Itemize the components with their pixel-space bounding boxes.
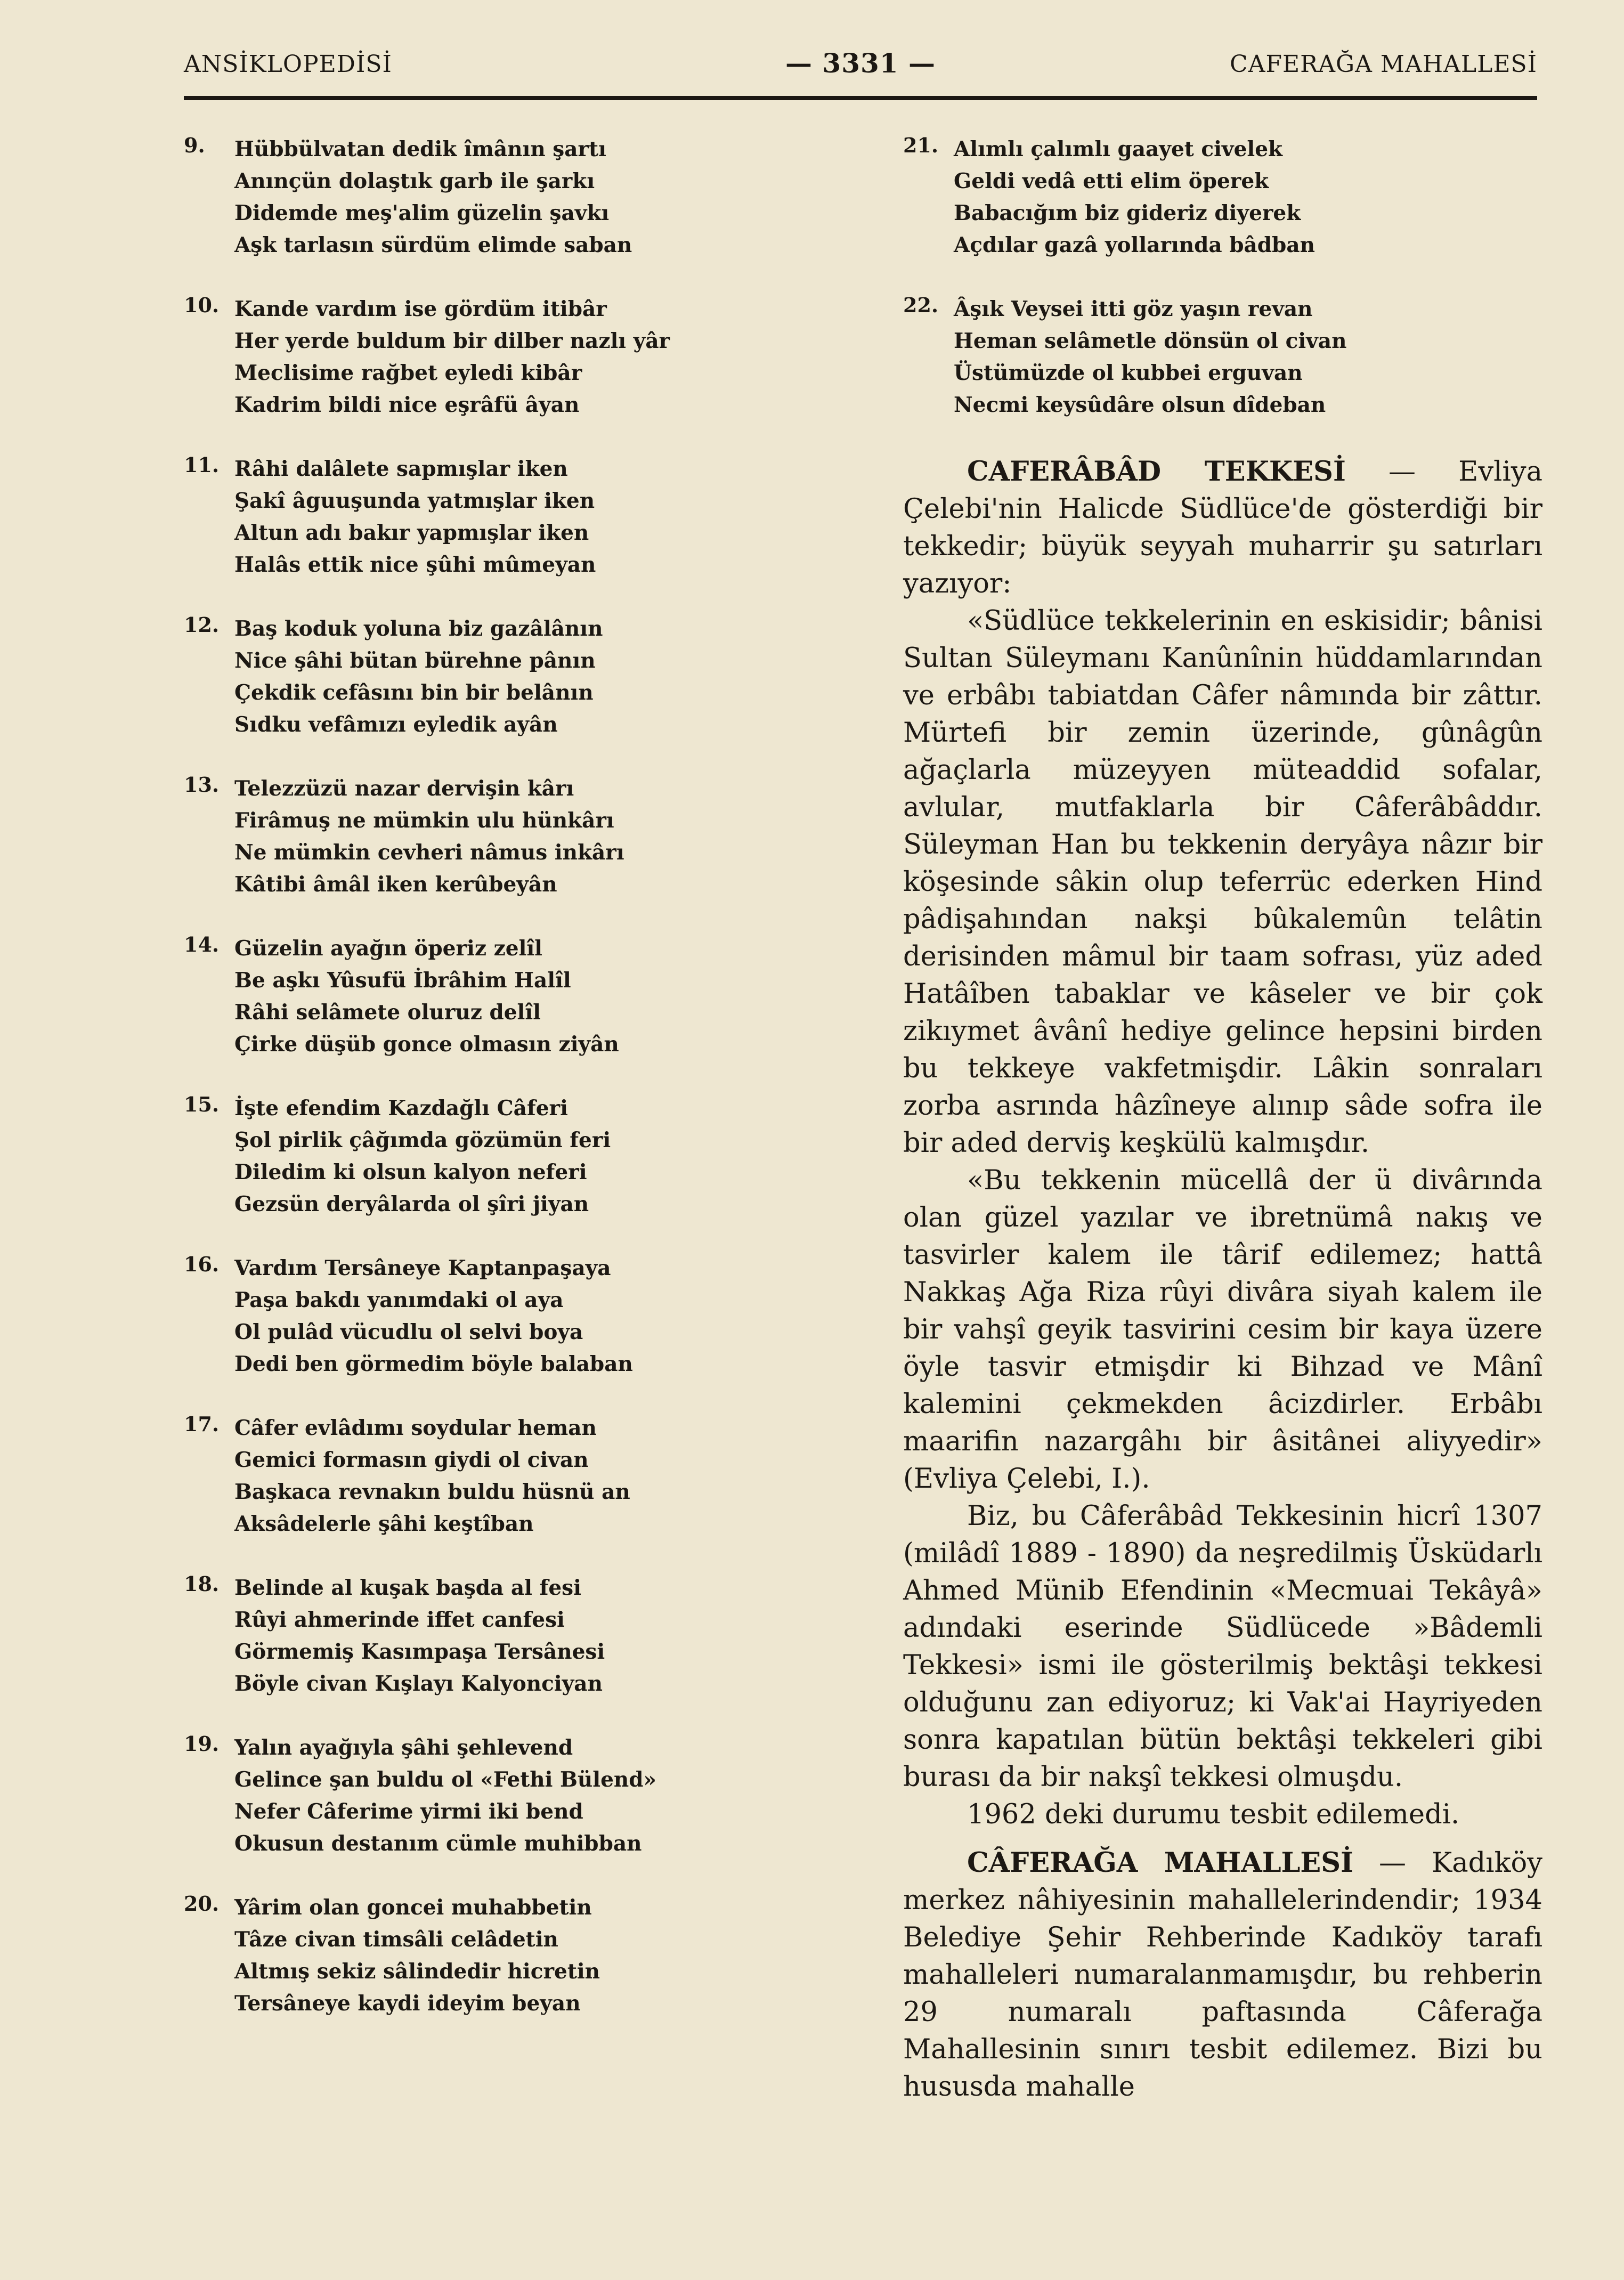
verse-line: Rûyi ahmerinde iffet canfesi — [234, 1608, 565, 1632]
paragraph-text: «Bu tekkenin mücellâ der ü divârında olan güzel yazılar ve ibretnümâ nakış ve tasvirler kalem ile târif edilemez; hattâ Nakkaş Ağa Riza rûyi divâra siyah kalem ile bir vahşî geyik tasvirini cesim bir kaya üzere öyle tasvir etmişdir ki Bihzad ve Mânî kalemini çekmekden âcizdirler. Erbâbı maarifin nazargâhı bir âsitânei aliyyedir» (Evliya Çelebi, I.). — [903, 1165, 1542, 1495]
verse-line: Necmi keysûdâre olsun dîdeban — [954, 393, 1326, 417]
verse-line: Paşa bakdı yanımdaki ol aya — [234, 1288, 564, 1312]
stanza-lines — [234, 1252, 797, 1380]
verse-line: Açdılar gazâ yollarında bâdban — [954, 233, 1315, 257]
stanza — [184, 932, 797, 1060]
header-rule — [184, 96, 1537, 100]
stanza-number: 16. — [184, 1252, 220, 1276]
stanza-number: 13. — [184, 773, 220, 797]
page-number: — 3331 — — [785, 47, 936, 79]
verse-line: Gezsün deryâlarda ol şîri jiyan — [234, 1192, 589, 1216]
paragraph-text: Biz, bu Câferâbâd Tekkesinin hicrî 1307 (milâdî 1889 - 1890) da neşredilmiş Üsküdarlı Ahmed Münib Efendinin «Mecmuai Tekâyâ» adındaki eserinde Südlücede »Bâdemli Tekkesi» ismi ile gösterilmiş bektâşi tekkesi olduğunu zan ediyoruz; ki Vak'ai Hayriyeden sonra kapatılan bütün bektâşi tekkeleri gibi burası da bir nakşî tekkesi olmuşdu. — [903, 1500, 1542, 1793]
verse-line: Başkaca revnakın buldu hüsnü an — [234, 1480, 630, 1504]
prose-paragraph — [903, 1162, 1542, 1498]
stanza-lines — [234, 1572, 797, 1700]
verse-line: Şakî âguuşunda yatmışlar iken — [234, 489, 595, 513]
stanza-lines — [234, 293, 797, 421]
paragraph-text: «Südlüce tekkelerinin en eskisidir; bânisi Sultan Süleymanı Kanûnînin hüddamlarından ve erbâbı tabiatdan Câfer nâmında bir zâttır. Mürtefi bir zemin üzerinde, gûnâgûn ağaçlarla müzeyyen müteaddid sofalar, avlular, mutfaklarla bir Câferâbâddır. Süleyman Han bu tekkenin deryâya nâzır bir köşesinde sâkin olup teferrüc ederken Hind pâdişahından nakşi bûkalemûn telâtin derisinden mâmul bir taam sofrası, yüz aded Hatâîben tabaklar ve kâseler ve bir çok zikıymet âvânî hediye gelince hepsini birden bu tekkeye vakfetmişdir. Lâkin sonraları zorba asrında hâzîneye alınıp sâde sofra ile bir aded derviş keşkülü kalmışdır. — [903, 605, 1542, 1159]
verse-line: Halâs ettik nice şûhi mûmeyan — [234, 553, 596, 577]
verse-line: Meclisime rağbet eyledi kibâr — [234, 361, 582, 385]
verse-line: Kadrim bildi nice eşrâfü âyan — [234, 393, 580, 417]
stanza-number: 21. — [903, 133, 939, 157]
stanza-lines — [234, 1092, 797, 1220]
verse-line: Okusun destanım cümle muhibban — [234, 1831, 642, 1856]
stanza — [184, 1412, 797, 1540]
verse-line: Babacığım biz gideriz diyerek — [954, 201, 1301, 225]
stanza-lines — [234, 773, 797, 900]
stanza — [903, 293, 1542, 421]
verse-line: Âşık Veysei itti göz yaşın revan — [954, 297, 1313, 321]
paragraph-text: — Evliya Çelebi'nin Halicde Südlüce'de gösterdiği bir tekkedir; büyük seyyah muharrir şu satırları yazıyor: — [903, 456, 1542, 599]
verse-line: Belinde al kuşak başda al fesi — [234, 1576, 581, 1600]
stanza — [184, 453, 797, 581]
paragraph-text: 1962 deki durumu tesbit edilemedi. — [967, 1799, 1460, 1830]
prose-paragraph — [903, 1844, 1542, 2106]
verse-line: Firâmuş ne mümkin ulu hünkârı — [234, 808, 614, 833]
verse-line: İşte efendim Kazdağlı Câferi — [234, 1096, 568, 1121]
prose-paragraph — [903, 453, 1542, 603]
prose-paragraph — [903, 603, 1542, 1162]
verse-line: Çekdik cefâsını bin bir belânın — [234, 680, 594, 705]
stanza — [184, 773, 797, 900]
verse-line: Çirke düşüb gonce olmasın ziyân — [234, 1032, 619, 1057]
verse-line: Câfer evlâdımı soydular heman — [234, 1416, 597, 1440]
stanza — [184, 1732, 797, 1860]
stanza-lines — [234, 1732, 797, 1860]
verse-line: Anınçün dolaştık garb ile şarkı — [234, 169, 595, 193]
verse-line: Her yerde buldum bir dilber nazlı yâr — [234, 329, 670, 353]
stanza-lines — [954, 133, 1542, 261]
stanza — [184, 1252, 797, 1380]
stanza-lines — [954, 293, 1542, 421]
entry-heading: CAFERÂBÂD TEKKESİ — [967, 456, 1346, 488]
stanza-number: 18. — [184, 1572, 220, 1596]
verse-line: Baş koduk yoluna biz gazâlânın — [234, 616, 603, 641]
verse-line: Tersâneye kaydi ideyim beyan — [234, 1991, 581, 2016]
verse-line: Kande vardım ise gördüm itibâr — [234, 297, 607, 321]
right-column — [903, 133, 1542, 2137]
stanza-number: 20. — [184, 1892, 220, 1916]
stanza — [184, 1892, 797, 2019]
verse-line: Nice şâhi bütan bürehne pânın — [234, 648, 596, 673]
verse-line: Ol pulâd vücudlu ol selvi boya — [234, 1320, 583, 1344]
verse-line: Alımlı çalımlı gaayet civelek — [954, 137, 1283, 161]
verse-line: Geldi vedâ etti elim öperek — [954, 169, 1269, 193]
verse-line: Böyle civan Kışlayı Kalyonciyan — [234, 1672, 603, 1696]
stanza-number: 12. — [184, 613, 220, 637]
verse-line: Üstümüzde ol kubbei erguvan — [954, 361, 1303, 385]
verse-line: Yârim olan goncei muhabbetin — [234, 1895, 592, 1920]
entry-heading: CÂFERAĞA MAHALLESİ — [967, 1847, 1353, 1879]
left-column — [184, 133, 797, 2137]
stanza-number: 15. — [184, 1092, 220, 1116]
verse-line: Râhi selâmete oluruz delîl — [234, 1000, 541, 1025]
verse-line: Nefer Câferime yirmi iki bend — [234, 1799, 583, 1824]
verse-line: Güzelin ayağın öperiz zelîl — [234, 936, 542, 961]
paragraph-text: — Kadıköy merkez nâhiyesinin mahallelerindendir; 1934 Belediye Şehir Rehberinde Kadıköy tarafı mahalleleri numaralanmamışdır, bu rehberin 29 numaralı paftasında Câferağa Mahallesinin sınırı tesbit edilemez. Bizi bu hususda mahalle — [903, 1847, 1542, 2103]
verse-line: Telezzüzü nazar dervişin kârı — [234, 776, 574, 801]
verse-line: Görmemiş Kasımpaşa Tersânesi — [234, 1640, 605, 1664]
stanza-number: 11. — [184, 453, 220, 477]
stanza-number: 19. — [184, 1732, 220, 1756]
header-right-title: CAFERAĞA MAHALLESİ — [1230, 51, 1537, 78]
stanza-lines — [234, 932, 797, 1060]
right-prose — [903, 453, 1542, 2106]
header-left-title: ANSİKLOPEDİSİ — [184, 51, 392, 78]
verse-line: Râhi dalâlete sapmışlar iken — [234, 457, 568, 481]
stanza-lines — [234, 1412, 797, 1540]
stanza — [184, 1572, 797, 1700]
stanza-number: 22. — [903, 293, 939, 317]
verse-line: Didemde meş'alim güzelin şavkı — [234, 201, 610, 225]
stanza — [903, 133, 1542, 261]
verse-line: Vardım Tersâneye Kaptanpaşaya — [234, 1256, 611, 1280]
verse-line: Heman selâmetle dönsün ol civan — [954, 329, 1347, 353]
stanza — [184, 133, 797, 261]
verse-line: Gemici formasın giydi ol civan — [234, 1448, 589, 1472]
verse-line: Şol pirlik çâğımda gözümün feri — [234, 1128, 611, 1153]
verse-line: Altun adı bakır yapmışlar iken — [234, 521, 589, 545]
stanza — [184, 293, 797, 421]
stanza-number: 9. — [184, 133, 205, 157]
prose-paragraph — [903, 1796, 1542, 1833]
stanza-lines — [234, 613, 797, 741]
prose-paragraph — [903, 1498, 1542, 1796]
stanza-number: 17. — [184, 1412, 220, 1436]
stanza — [184, 613, 797, 741]
verse-line: Dedi ben görmedim böyle balaban — [234, 1352, 633, 1376]
verse-line: Altmış sekiz sâlindedir hicretin — [234, 1959, 600, 1984]
verse-line: Tâze civan timsâli celâdetin — [234, 1927, 558, 1952]
verse-line: Kâtibi âmâl iken kerûbeyân — [234, 872, 557, 897]
verse-line: Sıdku vefâmızı eyledik ayân — [234, 712, 558, 737]
verse-line: Diledim ki olsun kalyon neferi — [234, 1160, 587, 1184]
verse-line: Be aşkı Yûsufü İbrâhim Halîl — [234, 968, 571, 993]
stanza-lines — [234, 1892, 797, 2019]
verse-line: Yalın ayağıyla şâhi şehlevend — [234, 1735, 573, 1760]
verse-line: Aşk tarlasın sürdüm elimde saban — [234, 233, 632, 257]
stanza — [184, 1092, 797, 1220]
right-stanzas — [903, 133, 1542, 421]
verse-line: Gelince şan buldu ol «Fethi Bülend» — [234, 1767, 656, 1792]
stanza-lines — [234, 453, 797, 581]
stanza-number: 10. — [184, 293, 220, 317]
verse-line: Ne mümkin cevheri nâmus inkârı — [234, 840, 624, 865]
verse-line: Hübbülvatan dedik îmânın şartı — [234, 137, 606, 161]
stanza-number: 14. — [184, 932, 220, 956]
stanza-lines — [234, 133, 797, 261]
verse-line: Aksâdelerle şâhi keştîban — [234, 1512, 534, 1536]
